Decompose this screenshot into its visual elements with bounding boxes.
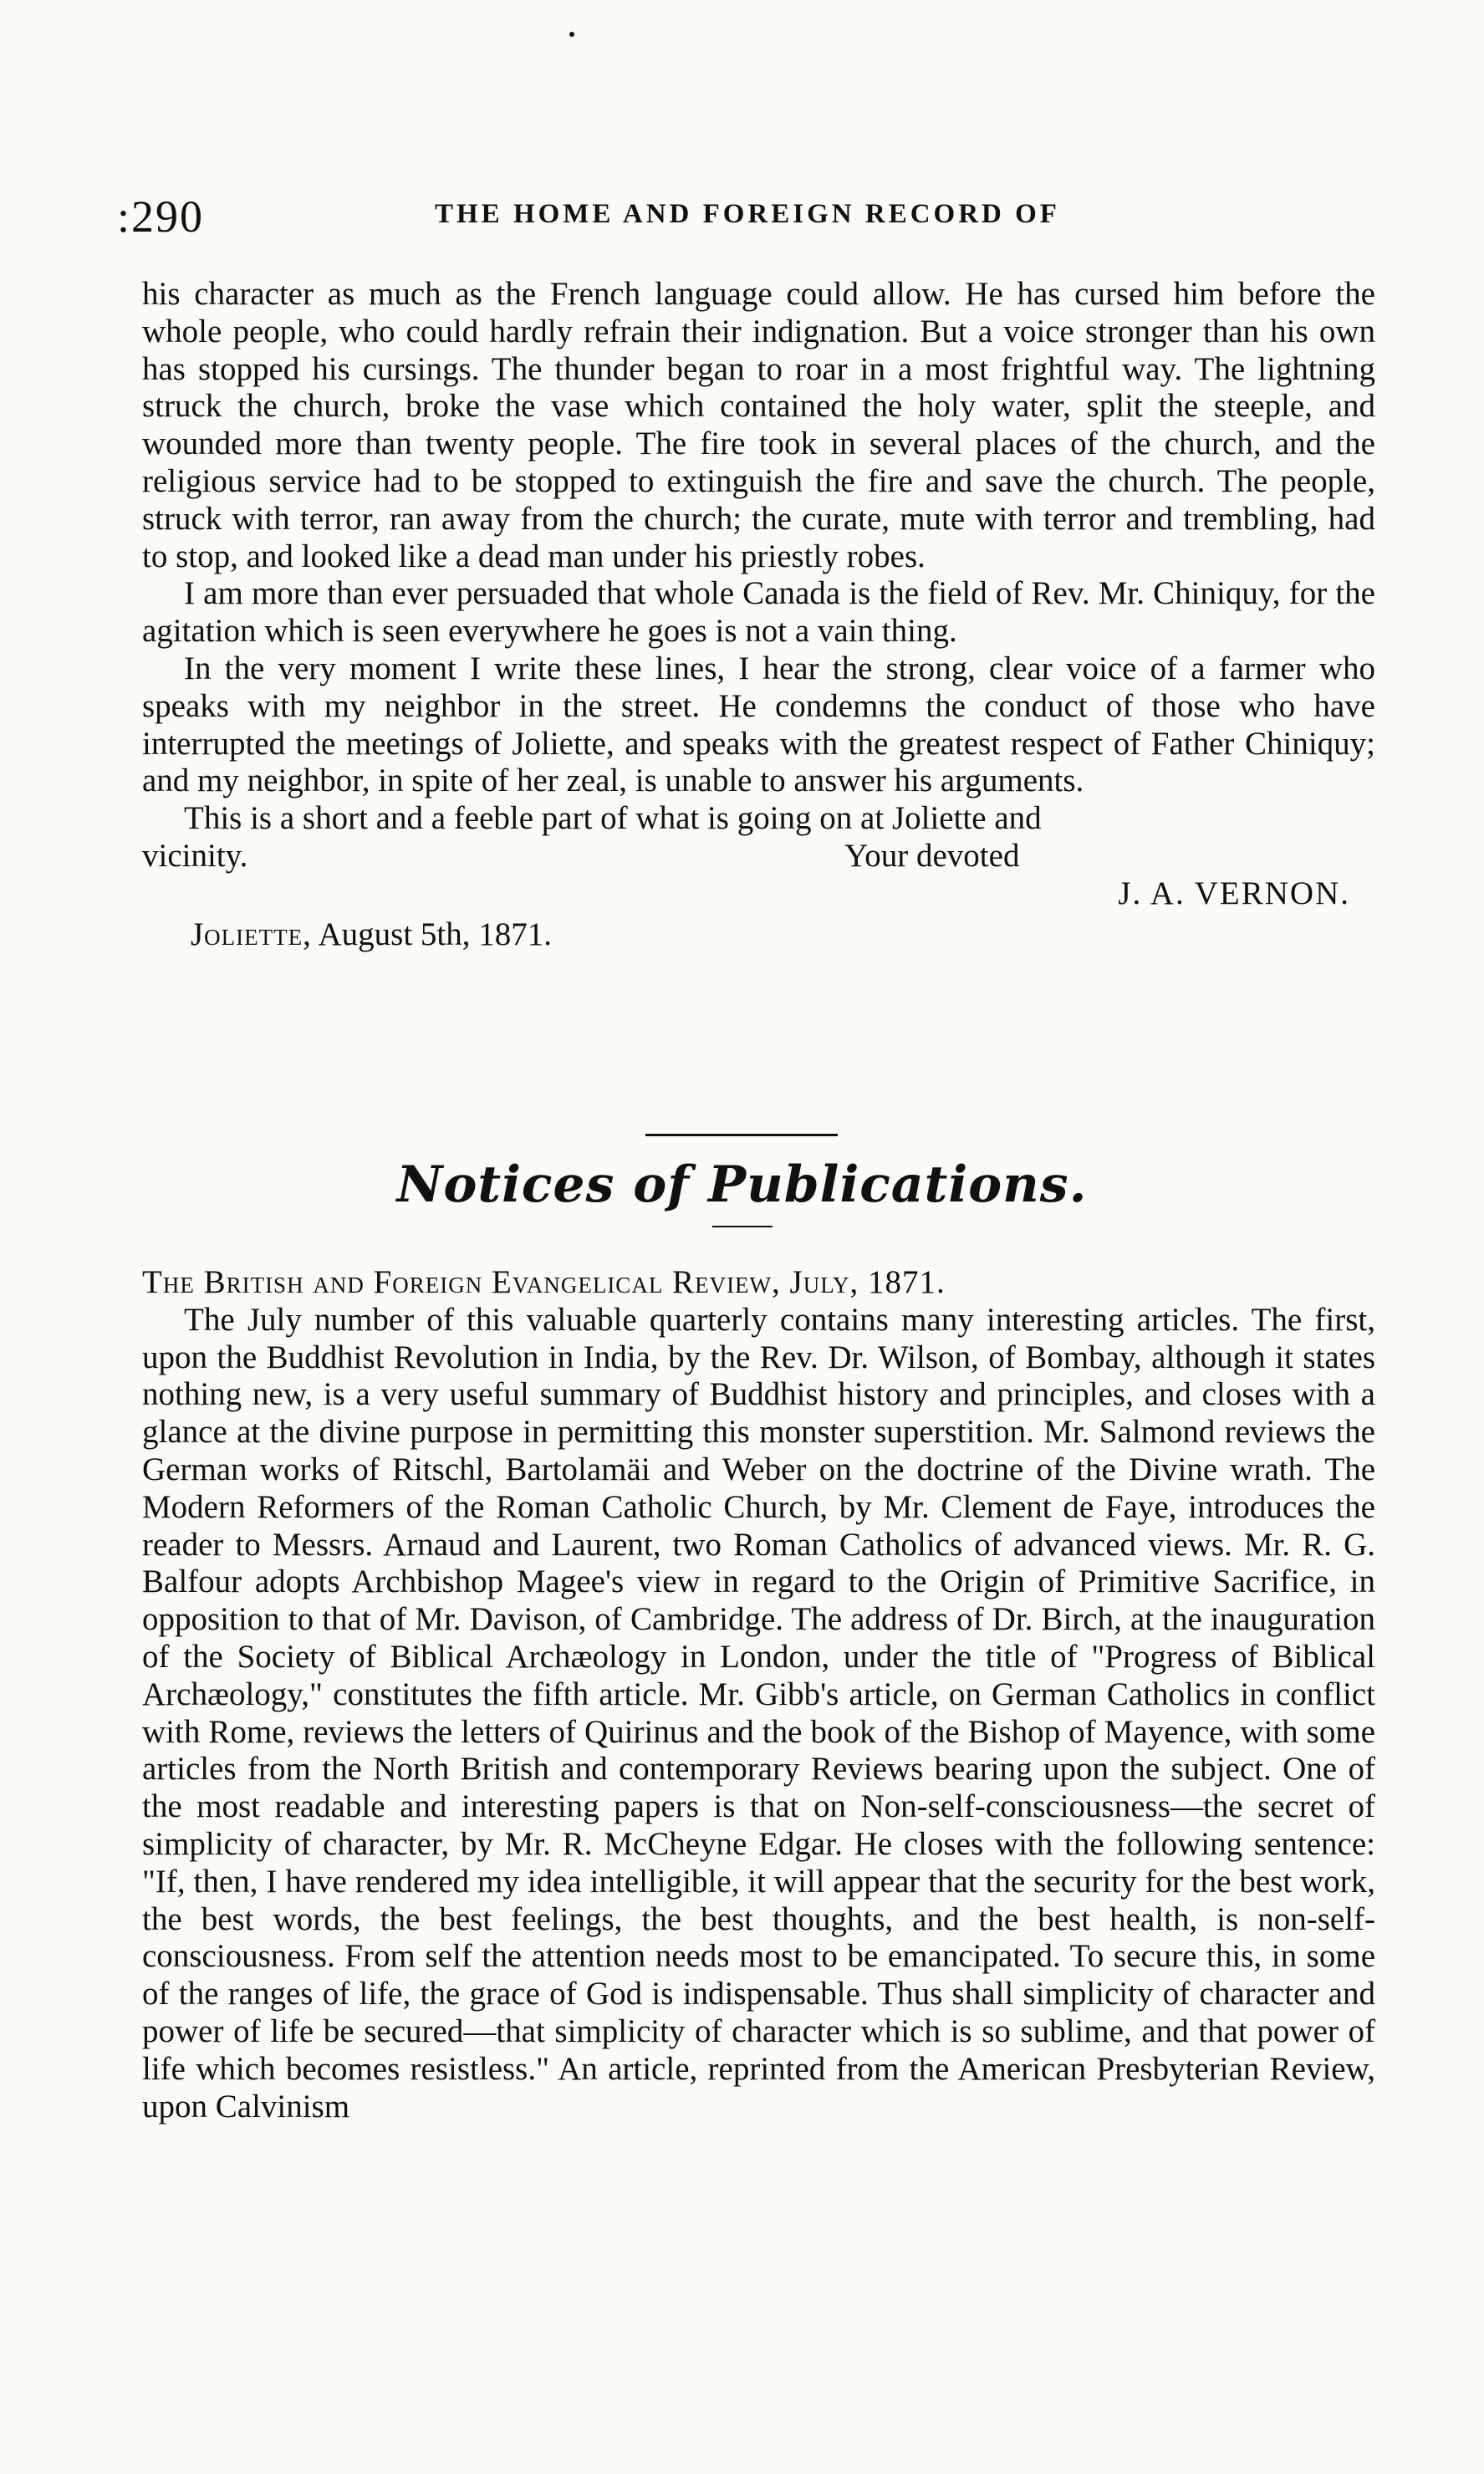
title-underline xyxy=(712,1226,773,1227)
letter-paragraph: I am more than ever persuaded that whole Canada is the field of Rev. Mr. Chiniquy, for the agitation which is seen everywhere he goes is not a vain thing. xyxy=(142,575,1375,650)
ink-speck xyxy=(569,32,574,37)
page-number: :290 xyxy=(117,191,205,242)
letter-place: Joliette, xyxy=(191,916,312,952)
letter-paragraph: his character as much as the French language could allow. He has cursed him before the whole people, who could hardly refrain their indignation. But a voice stronger than his own has stopped his cursings. The thunder began to roar in a most frightful way. The lightning struck the church, broke the vase which contained the holy water, split the steeple, and wounded more than twenty people. The fire took in several places of the church, and the religious service had to be stopped to extinguish the fire and save the church. The people, struck with terror, ran away from the church; the curate, mute with terror and trembling, had to stop, and looked like a dead man under his priestly robes. xyxy=(142,276,1375,574)
page-header xyxy=(117,191,1384,241)
letter-date: August 5th, 1871. xyxy=(318,916,553,952)
letter-signature: J. A. VERNON. xyxy=(1118,875,1350,911)
letter-closing xyxy=(142,838,1375,875)
running-head: THE HOME AND FOREIGN RECORD OF xyxy=(435,199,1060,229)
section-divider xyxy=(645,1134,838,1136)
letter-continuation xyxy=(142,276,1375,953)
review-paragraph: The July number of this valuable quarterly contains many interesting articles. The first, upon the Buddhist Revolution in India, by the Rev. Dr. Wilson, of Bombay, although it states nothing new, is a very useful summary of Buddhist history and principles, and closes with a glance at the divine purpose in permitting this monster superstition. Mr. Salmond reviews the German works of Ritschl, Bartolamäi and Weber on the doctrine of the Divine wrath. The Modern Reformers of the Roman Catholic Church, by Mr. Clement de Faye, introduces the reader to Messrs. Arnaud and Laurent, two Roman Catholics of advanced views. Mr. R. G. Balfour adopts Archbishop Magee's view in regard to the Origin of Primitive Sacrifice, in opposition to that of Mr. Davison, of Cambridge. The address of Dr. Birch, at the inauguration of the Society of Biblical Archæology in London, under the title of "Progress of Biblical Archæology," constitutes the fifth article. Mr. Gibb's article, on German Catholics in conflict with Rome, reviews the letters of Quirinus and the book of the Bishop of Mayence, with some articles from the North British and contemporary Reviews bearing upon the subject. One of the most readable and interesting papers is that on Non-self-consciousness—the secret of simplicity of character, by Mr. R. McCheyne Edgar. He closes with the following sentence: "If, then, I have rendered my idea intelligible, it will appear that the security for the best work, the best words, the best feelings, the best thoughts, and the best health, is non-self-consciousness. From self the attention needs most to be emancipated. To secure this, in some of the ranges of life, the grace of God is indispensable. Thus shall simplicity of character and power of life be secured—that simplicity of character which is so sublime, and that power of life which becomes resistless." An article, reprinted from the American Presbyterian Review, upon Calvinism xyxy=(142,1301,1375,2125)
letter-paragraph: In the very moment I write these lines, I hear the strong, clear voice of a farmer who speaks with my neighbor in the street. He condemns the conduct of those who have interrupted the meetings of Joliette, and speaks with the greatest respect of Father Chiniquy; and my neighbor, in spite of her zeal, is unable to answer his arguments. xyxy=(142,650,1375,799)
publication-heading: The British and Foreign Evangelical Review, July, 1871. xyxy=(142,1264,946,1300)
letter-paragraph: This is a short and a feeble part of what is going on at Joliette and xyxy=(184,800,1042,837)
section-title: Notices of Publications. xyxy=(396,1155,1088,1214)
closing-salutation: Your devoted xyxy=(844,837,1020,874)
letter-dateline xyxy=(142,916,1375,954)
notices-section xyxy=(142,1264,1375,2125)
closing-line-start: vicinity. xyxy=(142,837,248,874)
